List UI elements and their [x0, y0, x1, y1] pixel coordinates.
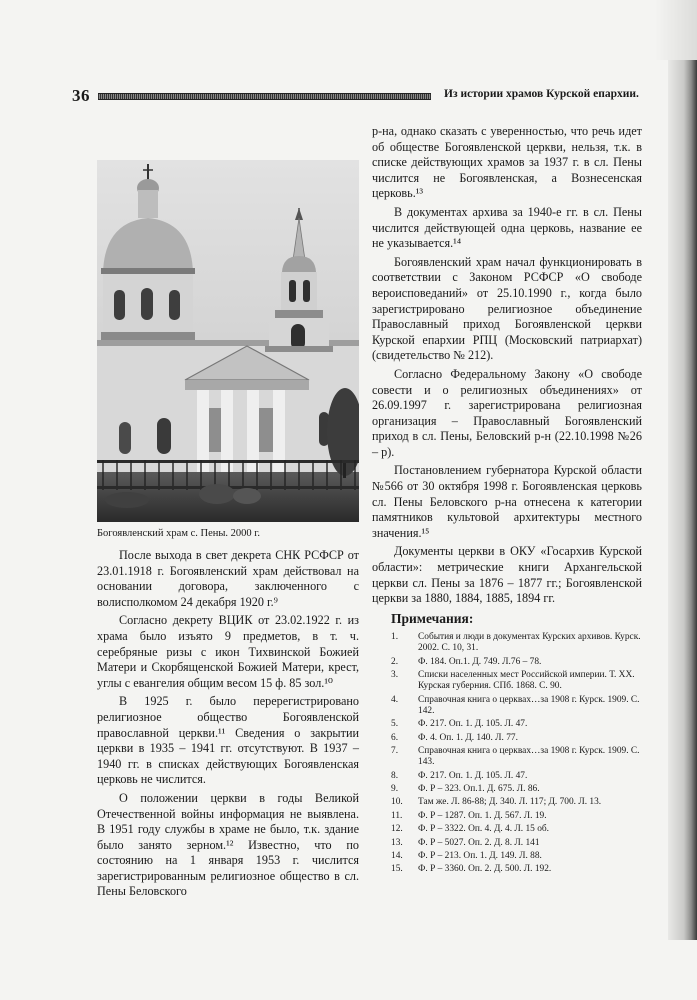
note-text: Ф. Р – 3322. Оп. 4. Д. 4. Л. 15 об.	[418, 824, 549, 835]
note-number: 11.	[391, 810, 403, 821]
note-number: 13.	[391, 837, 403, 848]
photo-caption: Богоявленский храм с. Пены. 2000 г.	[97, 528, 261, 539]
note-item	[391, 811, 653, 822]
note-text: Ф. Р – 3360. Оп. 2. Д. 500. Л. 192.	[418, 864, 552, 875]
right-paragraph-3: Согласно Федеральному Закону «О свободе совести и о религиозных объединениях» от 26.09.1997 г. зарегистрирована религиозная организация – Православный Богоявленский приход в сл. Пены, Беловский р-н (22.10.1998 №26 – р).	[372, 366, 642, 459]
note-text: Списки населенных мест Российской империи. Т. XX. Курская губерния. СПб. 1868. С. 90.	[418, 669, 635, 692]
note-text: Ф. Р – 5027. Оп. 2. Д. 8. Л. 141	[418, 837, 540, 848]
left-paragraph-1: После выхода в свет декрета СНК РСФСР от 23.01.1918 г. Богоявленский храм действовал на основании договора, заключенного с волисполкомом 24 декабря 1920 г.⁹	[97, 548, 359, 609]
note-text: Справочная книга о церквах…за 1908 г. Курск. 1909. С. 143.	[418, 745, 640, 768]
note-text: События и люди в документах Курских архивов. Курск. 2002. С. 10, 31.	[418, 632, 641, 654]
right-column	[372, 124, 642, 607]
church-illustration	[97, 160, 359, 522]
note-number: 10.	[391, 797, 403, 808]
note-number: 12.	[391, 824, 403, 835]
note-item	[391, 851, 653, 862]
note-text: Справочная книга о церквах…за 1908 г. Курск. 1909. С. 142.	[418, 694, 640, 716]
right-paragraph-4: Постановлением губернатора Курской области №566 от 30 октября 1998 г. Богоявленская церковь сл. Пены Беловского р-на отнесена к категории памятников культовой архитектуры местного значения.¹⁵	[372, 463, 642, 540]
note-text: Ф. 217. Оп. 1. Д. 105. Л. 47.	[418, 770, 528, 781]
page-header	[72, 86, 662, 106]
note-number: 7.	[391, 745, 399, 756]
note-text: Ф. 184. Оп.1. Д. 749. Л.76 – 78.	[418, 656, 542, 667]
note-item	[391, 824, 653, 835]
left-paragraph-3: В 1925 г. было перерегистрировано религиозное общество Богоявленской православной церкви.¹¹ Сведения о закрытии церкви в 1935 – 1941 гг. отсутствуют. В 1937 – 1940 гг. в списках действующих Богоявленская церковь не числится.	[97, 694, 359, 787]
note-item	[391, 719, 653, 730]
note-number: 9.	[391, 783, 399, 794]
page-binding-shadow	[668, 60, 697, 940]
right-paragraph-2: Богоявленский храм начал функционировать в соответствии с Законом РСФСР «О свободе вероисповеданий» от 25.10.1990 г., когда было зарегистрировано религиозное объединение Православный приход Богоявленской церкви Курской епархии РПЦ (Московский патриархат) (свидетельство № 212).	[372, 254, 642, 363]
note-item	[391, 733, 653, 744]
page-edge-shadow-top	[655, 0, 697, 60]
right-paragraph-1: В документах архива за 1940-е гг. в сл. Пены числится действующей одна церковь, название ее не указывается.¹⁴	[372, 204, 642, 251]
right-continuation-paragraph: р-на, однако сказать с уверенностью, что речь идет об обществе Богоявленской церкви, нельзя, т.к. в списке действующих храмов за 1937 г. в сл. Пены числится не Богоявленская, а Вознесенская церковь.¹³	[372, 124, 642, 201]
note-text: Ф. Р – 1287. Оп. 1. Д. 567. Л. 19.	[418, 810, 547, 821]
note-number: 4.	[391, 694, 399, 705]
left-column	[97, 548, 359, 900]
note-number: 14.	[391, 850, 403, 861]
note-item	[391, 784, 653, 795]
notes-title: Примечания:	[391, 611, 474, 626]
note-text: Ф. Р – 213. Оп. 1. Д. 149. Л. 88.	[418, 850, 542, 861]
note-item	[391, 657, 653, 668]
note-text: Ф. Р – 323. Оп.1. Д. 675. Л. 86.	[418, 783, 540, 794]
right-paragraph-5: Документы церкви в ОКУ «Госархив Курской области»: метрические книги Архангельской церкви сл. Пены за 1876 – 1877 гг.; Богоявленской церкви за 1880, 1884, 1885, 1894 гг.	[372, 544, 642, 606]
note-number: 3.	[391, 669, 399, 680]
page-number: 36	[72, 86, 90, 105]
note-item	[391, 746, 653, 768]
note-item	[391, 632, 653, 654]
note-number: 8.	[391, 770, 399, 781]
note-number: 15.	[391, 864, 403, 875]
note-number: 2.	[391, 656, 399, 667]
note-text: Ф. 4. Оп. 1. Д. 140. Л. 77.	[418, 732, 518, 743]
note-item	[391, 797, 653, 808]
church-photo	[97, 160, 359, 522]
note-item	[391, 864, 653, 875]
note-item	[391, 771, 653, 782]
note-number: 1.	[391, 632, 399, 642]
note-number: 6.	[391, 732, 399, 743]
note-item	[391, 695, 653, 717]
header-rule	[98, 93, 431, 100]
note-item	[391, 838, 653, 849]
note-text: Там же. Л. 86-88; Д. 340. Л. 117; Д. 700. Л. 13.	[418, 797, 602, 808]
note-item	[391, 670, 653, 692]
left-paragraph-2: Согласно декрету ВЦИК от 23.02.1922 г. из храма было изъято 9 предметов, в т. ч. серебряные ризы с икон Тихвинской Божией Матери и Скорбященской Божией Матери, крест, углы с евангелия общим весом 15 ф. 85 зол.¹⁰	[97, 613, 359, 690]
running-title: Из истории храмов Курской епархии.	[444, 88, 639, 100]
note-text: Ф. 217. Оп. 1. Д. 105. Л. 47.	[418, 719, 528, 730]
notes-list	[391, 632, 653, 878]
note-number: 5.	[391, 719, 399, 730]
left-paragraph-4: О положении церкви в годы Великой Отечественной войны информация не выявлена. В 1951 году службы в храме не было, т.к. здание было занято зерном.¹² Известно, что по состоянию на 1 января 1953 г. числится зарегистрированным религиозное общество в сл. Пены Беловского	[97, 790, 359, 899]
